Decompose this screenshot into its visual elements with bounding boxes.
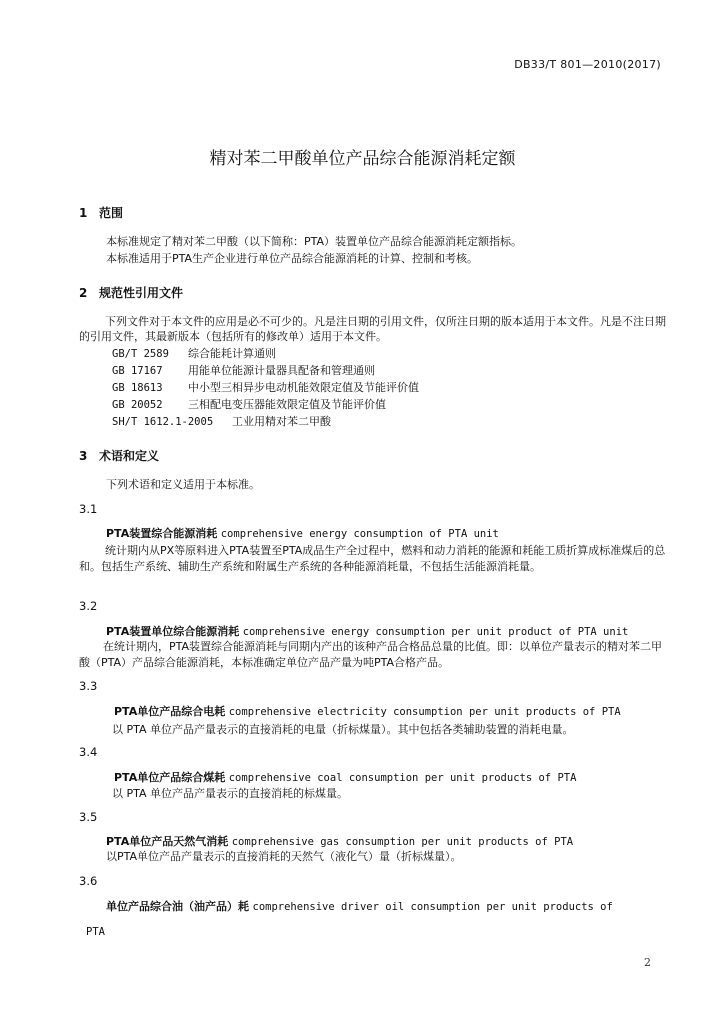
reference-code: GB 17167 [112, 365, 163, 377]
document-title: 精对苯二甲酸单位产品综合能源消耗定额 [209, 149, 516, 169]
term-en: comprehensive electricity consumption per unit products of PTA [228, 706, 621, 718]
scope-paragraph-2: 本标准适用于PTA生产企业进行单位产品综合能源消耗的计算、控制和考核。 [106, 252, 479, 265]
term-number: 3.4 [79, 745, 98, 759]
reference-code: GB 20052 [112, 399, 163, 411]
term-number: 3.2 [79, 599, 98, 613]
term-en: comprehensive energy consumption of PTA unit [220, 528, 499, 540]
term-zh: PTA单位产品天然气消耗 [106, 835, 229, 848]
reference-title: 用能单位能源计量器具配备和管理通则 [188, 364, 375, 377]
page-number: 2 [644, 956, 651, 969]
term-number: 3.3 [79, 679, 98, 693]
section-title: 术语和定义 [99, 449, 160, 463]
section-title: 范围 [99, 206, 124, 220]
references-intro: 下列文件对于本文件的应用是必不可少的。凡是注日期的引用文件，仅所注日期的版本适用于本文件。凡是不注日期的引用文件，其最新版本（包括所有的修改单）适用于本文件。 [79, 315, 666, 343]
term-en: comprehensive driver oil consumption per unit products of [252, 901, 613, 913]
term-en: comprehensive coal consumption per unit products of PTA [228, 772, 577, 784]
reference-title: 中小型三相异步电动机能效限定值及节能评价值 [188, 381, 419, 394]
term-definition: 以 PTA 单位产品产量表示的直接消耗的标煤量。 [112, 787, 349, 800]
section-heading-1 [79, 204, 123, 221]
reference-item [112, 364, 375, 378]
reference-code: GB 18613 [112, 382, 163, 394]
term-definition: 以 PTA 单位产品产量表示的直接消耗的电量（折标煤量）。其中包括各类辅助装置的消耗电量。 [112, 723, 574, 736]
section-heading-3 [79, 447, 159, 464]
section-number: 3 [79, 449, 88, 463]
term-zh: PTA单位产品综合煤耗 [114, 771, 226, 784]
term-definition: 在统计期内，PTA装置综合能源消耗与同期内产出的该种产品合格品总量的比值。即：以单位产量表示的精对苯二甲酸（PTA）产品综合能源消耗，本标准确定单位产品产量为吨PTA合格产品。 [79, 640, 663, 669]
term-en: comprehensive energy consumption per unit product of PTA unit [242, 626, 629, 638]
term-number: 3.1 [79, 502, 98, 516]
term-number: 3.6 [79, 874, 98, 888]
term-en: comprehensive gas consumption per unit products of PTA [231, 836, 574, 848]
term-heading [114, 769, 576, 785]
reference-item [112, 398, 386, 412]
term-definition: 以PTA单位产品产量表示的直接消耗的天然气（液化气）量（折标煤量）。 [106, 850, 462, 863]
term-heading [106, 898, 613, 914]
term-heading [114, 703, 621, 719]
reference-title: 三相配电变压器能效限定值及节能评价值 [188, 398, 386, 411]
reference-item [112, 415, 331, 429]
term-en: PTA [86, 926, 105, 938]
term-heading [106, 833, 573, 849]
term-heading-continuation [86, 925, 105, 938]
reference-title: 综合能耗计算通则 [188, 347, 276, 360]
reference-item [112, 381, 419, 395]
term-definition: 统计期内从PX等原料进入PTA装置至PTA成品生产全过程中，燃料和动力消耗的能源和耗能工质折算成标准煤后的总和。包括生产系统、辅助生产系统和附属生产系统的各种能源消耗量，不包括生活能源消耗量。 [79, 544, 666, 573]
reference-code: SH/T 1612.1-2005 [112, 416, 214, 428]
term-heading [106, 623, 628, 639]
section-heading-2 [79, 284, 183, 301]
reference-item [112, 347, 276, 361]
term-zh: PTA装置单位综合能源消耗 [106, 625, 240, 638]
term-zh: 单位产品综合油（油产品）耗 [106, 900, 249, 913]
section-number: 1 [79, 206, 88, 220]
term-zh: PTA装置综合能源消耗 [106, 527, 218, 540]
term-zh: PTA单位产品综合电耗 [114, 705, 226, 718]
section-number: 2 [79, 286, 88, 300]
section-title: 规范性引用文件 [99, 286, 184, 300]
scope-paragraph-1: 本标准规定了精对苯二甲酸（以下简称：PTA）装置单位产品综合能源消耗定额指标。 [106, 235, 523, 248]
standard-number: DB33/T 801—2010(2017) [514, 58, 661, 71]
reference-code: GB/T 2589 [112, 348, 169, 360]
reference-title: 工业用精对苯二甲酸 [232, 415, 331, 428]
terms-intro: 下列术语和定义适用于本标准。 [106, 478, 260, 491]
term-number: 3.5 [79, 810, 98, 824]
term-heading [106, 525, 499, 541]
